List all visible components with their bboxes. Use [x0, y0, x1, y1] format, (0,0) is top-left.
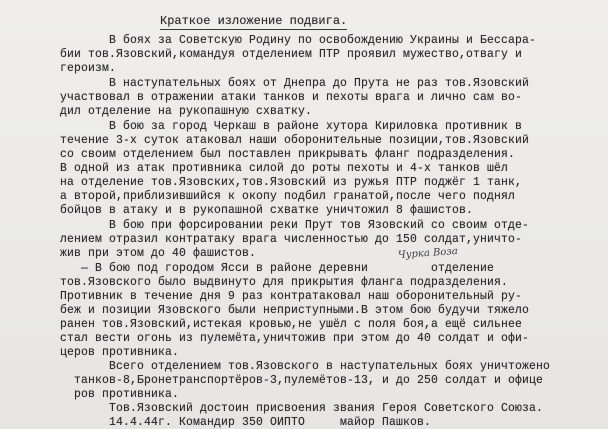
- text-line: 14.4.44г. Командир 350 ОИПТО майор Пашков.: [60, 416, 432, 429]
- text-line: церов противника.: [60, 346, 180, 359]
- text-line: танков-8,Бронетранспортёров-3,пулемётов-13, и до 250 солдат и офице: [60, 374, 544, 387]
- text-line: со своим отделением был поставлен прикрывать фланг подразделения.: [60, 148, 516, 161]
- text-line: на отделение тов.Язовских,тов.Язовский из ружья ПТР поджёг 1 танк,: [60, 176, 523, 189]
- text-line: течение 3-х суток атаковал наши оборонительные позиции,тов.Язовский: [60, 134, 530, 147]
- text-line: — В бою под городом Ясси в районе деревни отделение: [60, 262, 495, 275]
- text-line: лением отразил контратаку врага численностью до 150 солдат,уничто-: [60, 233, 523, 246]
- text-line: В наступательных боях от Днепра до Прута не раз тов.Язовский: [60, 77, 530, 90]
- text-line: Тов.Язовский достоин присвоения звания Героя Советского Союза.: [60, 402, 544, 415]
- text-line: В бою за город Черкаш в районе хутора Кириловка противник в: [60, 120, 523, 133]
- text-line: дил отделение на рукопашную схватку.: [60, 105, 313, 118]
- text-line: тов.Язовского было выдвинуто для прикрытия фланга подразделения.: [60, 276, 509, 289]
- text-line: стал вести огонь из пулемёта,уничтожив при этом до 40 солдат и офи-: [60, 332, 530, 345]
- text-line: а второй,приблизившийся к окопу подбил гранатой,после чего поднял: [60, 190, 516, 203]
- handwritten-note: Чурка Воза: [397, 245, 459, 262]
- text-line: В боях за Советскую Родину по освобождению Украины и Бессара-: [60, 34, 537, 47]
- text-line: бойцов в атаку и в рукопашной схватке уничтожил 8 фашистов.: [60, 204, 474, 217]
- text-line: жив при этом до 40 фашистов.: [60, 247, 257, 260]
- text-line: В одной из атак противника силой до роты пехоты и 4-х танков шёл: [60, 162, 509, 175]
- text-line: В бою при форсировании реки Прут тов Язовский со своим отде-: [60, 219, 530, 232]
- text-line: бии тов.Язовский,командуя отделением ПТР проявил мужество,отвагу и: [60, 48, 523, 61]
- text-line: участвовал в отражении атаки танков и пехоты врага и лично сам во-: [60, 91, 523, 104]
- text-line: ров противника.: [60, 388, 180, 401]
- text-line: героизм.: [60, 62, 117, 75]
- text-line: Противник в течение дня 9 раз контратаковал наш оборонительный ру-: [60, 290, 523, 303]
- text-line: Всего отделением тов.Язовского в наступательных боях уничтожено: [60, 360, 551, 373]
- text-line: ранен тов.Язовский,истекая кровью,не ушёл с поля боя,а ещё сильнее: [60, 318, 523, 331]
- text-line: беж и позиции Язовского были неприступными.В этом бою будучи тяжело: [60, 304, 530, 317]
- document-title: Краткое изложение подвига.: [160, 14, 348, 28]
